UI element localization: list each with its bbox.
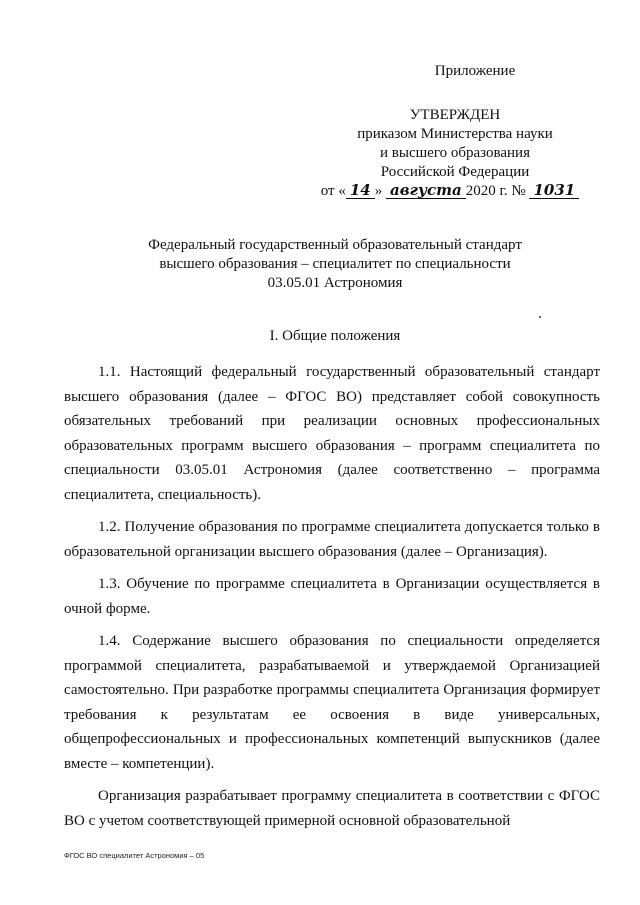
approval-line-2: и высшего образования — [380, 145, 530, 161]
section-heading: I. Общие положения — [269, 328, 401, 344]
paragraph-1-4: 1.4. Содержание высшего образования по специальности определяется программой специалитета, разрабатываемой и утверждаемой Организацией самостоятельно. При разработке программы специалитета Организация формирует требования к результатам ее освоения в виде универсальных, общепрофессиональных и профессиональных компетенций выпускников (далее вместе – компетенции). — [64, 633, 600, 772]
approval-line-3: Российской Федерации — [380, 164, 530, 180]
scan-speck — [539, 316, 541, 318]
title-line-2: высшего образования – специалитет по специальности — [159, 256, 511, 272]
approval-line-1: приказом Министерства науки — [357, 126, 553, 142]
date-mid: » — [374, 183, 383, 199]
title-line-3: 03.05.01 Астрономия — [267, 275, 403, 291]
date-prefix: от « — [320, 183, 346, 199]
document-title — [60, 236, 610, 293]
title-line-1: Федеральный государственный образовательный стандарт — [148, 237, 522, 253]
paragraph-1-3: 1.3. Обучение по программе специалитета в Организации осуществляется в очной форме. — [64, 576, 600, 617]
appendix-label: Приложение — [434, 63, 516, 79]
page-footer: ФГОС ВО специалитет Астрономия – 05 — [64, 851, 205, 860]
handwritten-month: августа — [386, 183, 466, 199]
order-date-line — [290, 182, 610, 201]
approval-block — [300, 62, 610, 201]
approved-label: УТВЕРЖДЕН — [409, 107, 501, 123]
document-body — [64, 360, 600, 841]
year-text: 2020 г. № — [465, 183, 526, 199]
paragraph-1-4-continued: Организация разрабатывает программу специалитета в соответствии с ФГОС ВО с учетом соответствующей примерной основной образовательной — [64, 788, 600, 829]
handwritten-order-number: 1031 — [529, 183, 579, 199]
paragraph-1-1: 1.1. Настоящий федеральный государственный образовательный стандарт высшего образования (далее – ФГОС ВО) представляет собой совокупность обязательных требований при реализации основных профессиональных образовательных программ высшего образования – программ специалитета по специальности 03.05.01 Астрономия (далее соответственно – программа специалитета, специальность). — [64, 364, 600, 503]
paragraph-1-2: 1.2. Получение образования по программе специалитета допускается только в образовательной организации высшего образования (далее – Организация). — [64, 519, 600, 560]
handwritten-day: 14 — [346, 183, 375, 199]
